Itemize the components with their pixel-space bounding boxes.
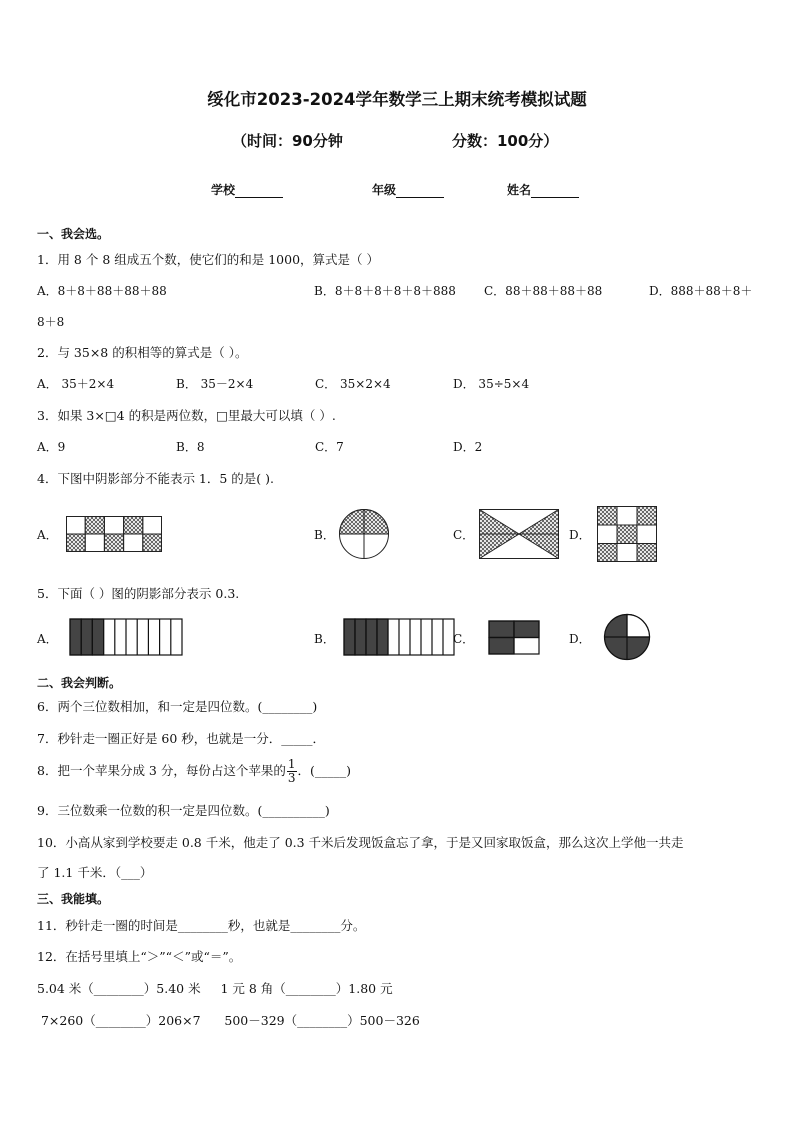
q1-option-d: D．888＋88＋8＋ xyxy=(649,284,753,298)
name-label: 姓名 xyxy=(507,183,532,197)
q1-option-a: A．8＋8＋88＋88＋88 xyxy=(37,284,167,298)
q12-row-2: 7×260（________）206×7 500－329（________）500－326 xyxy=(37,1013,420,1028)
page-title: 绥化市2023-2024学年数学三上期末统考模拟试题 xyxy=(207,90,587,109)
q4-figure-c xyxy=(479,509,559,559)
question-3: 3．如果 3×□4 的积是两位数，□里最大可以填（ ）. xyxy=(37,408,336,423)
q1-option-c: C．88＋88＋88＋88 xyxy=(484,284,603,298)
grade-field xyxy=(372,181,444,198)
question-2: 2．与 35×8 的积相等的算式是（ ）。 xyxy=(37,345,248,360)
question-1: 1．用 8 个 8 组成五个数，使它们的和是 1000，算式是（ ） xyxy=(37,252,380,267)
section-heading-3: 三、我能填。 xyxy=(37,892,110,906)
q1-option-b: B．8＋8＋8＋8＋8＋888 xyxy=(314,284,456,298)
q12-row-1: 5.04 米（________）5.40 米 1 元 8 角（________）1.80 元 xyxy=(37,981,393,996)
q4-figure-b xyxy=(338,508,390,560)
q5-figure-d xyxy=(603,613,651,661)
q5-figure-c xyxy=(488,620,540,655)
question-7: 7．秒针走一圈正好是 60 秒，也就是一分．_____． xyxy=(37,731,326,746)
exam-time: （时间：90分钟 xyxy=(232,132,343,150)
q5-option-b: B． xyxy=(314,632,335,646)
q4-figure-a xyxy=(66,516,162,552)
q5-option-a: A． xyxy=(37,632,58,646)
q5-option-c: C． xyxy=(453,632,475,646)
q4-option-c: C． xyxy=(453,528,475,542)
question-12: 12．在括号里填上“＞”“＜”或“＝”。 xyxy=(37,949,242,964)
q4-option-b: B． xyxy=(314,528,335,542)
q2-option-d: D． 35÷5×4 xyxy=(453,377,530,391)
question-10: 10．小高从家到学校要走 0.8 千米，他走了 0.3 千米后发现饭盒忘了拿，于是又回家取饭盒，那么这次上学他一共走 xyxy=(37,835,684,850)
q8-denominator: 3 xyxy=(287,771,296,785)
q4-figure-d xyxy=(597,506,657,562)
q2-option-a: A． 35＋2×4 xyxy=(37,377,115,391)
q5-figure-a xyxy=(69,618,183,656)
q8-text: 8．把一个苹果分成 3 分，每份占这个苹果的 xyxy=(37,763,286,778)
name-field xyxy=(507,181,579,198)
q4-option-d: D． xyxy=(569,528,591,542)
school-label: 学校 xyxy=(211,183,236,197)
question-10-cont: 了 1.1 千米．（___） xyxy=(37,865,153,880)
q5-figure-b xyxy=(343,618,455,656)
q4-option-a: A． xyxy=(37,528,58,542)
school-field xyxy=(211,181,283,198)
q8-blank: ．(_____) xyxy=(297,763,352,778)
q3-option-a: A．9 xyxy=(37,440,66,454)
section-heading-1: 一、我会选。 xyxy=(37,227,110,241)
q8-fraction xyxy=(287,758,297,785)
q1-option-d-cont: 8＋8 xyxy=(37,315,65,329)
q3-option-b: B．8 xyxy=(176,440,205,454)
question-6: 6．两个三位数相加，和一定是四位数。(________) xyxy=(37,699,318,714)
q8-numerator: 1 xyxy=(287,757,296,771)
question-11: 11．秒针走一圈的时间是________秒，也就是________分。 xyxy=(37,918,366,933)
exam-score: 分数：100分） xyxy=(452,132,559,150)
q5-option-d: D． xyxy=(569,632,591,646)
question-5: 5．下面（ ）图的阴影部分表示 0.3. xyxy=(37,586,240,601)
section-heading-2: 二、我会判断。 xyxy=(37,676,122,690)
question-8 xyxy=(37,758,351,785)
q2-option-c: C． 35×2×4 xyxy=(315,377,391,391)
q3-option-c: C．7 xyxy=(315,440,344,454)
question-4: 4．下图中阴影部分不能表示 1．5 的是( ). xyxy=(37,471,275,486)
q2-option-b: B． 35－2×4 xyxy=(176,377,254,391)
grade-label: 年级 xyxy=(372,183,397,197)
q3-option-d: D．2 xyxy=(453,440,483,454)
question-9: 9．三位数乘一位数的积一定是四位数。(__________) xyxy=(37,803,330,818)
